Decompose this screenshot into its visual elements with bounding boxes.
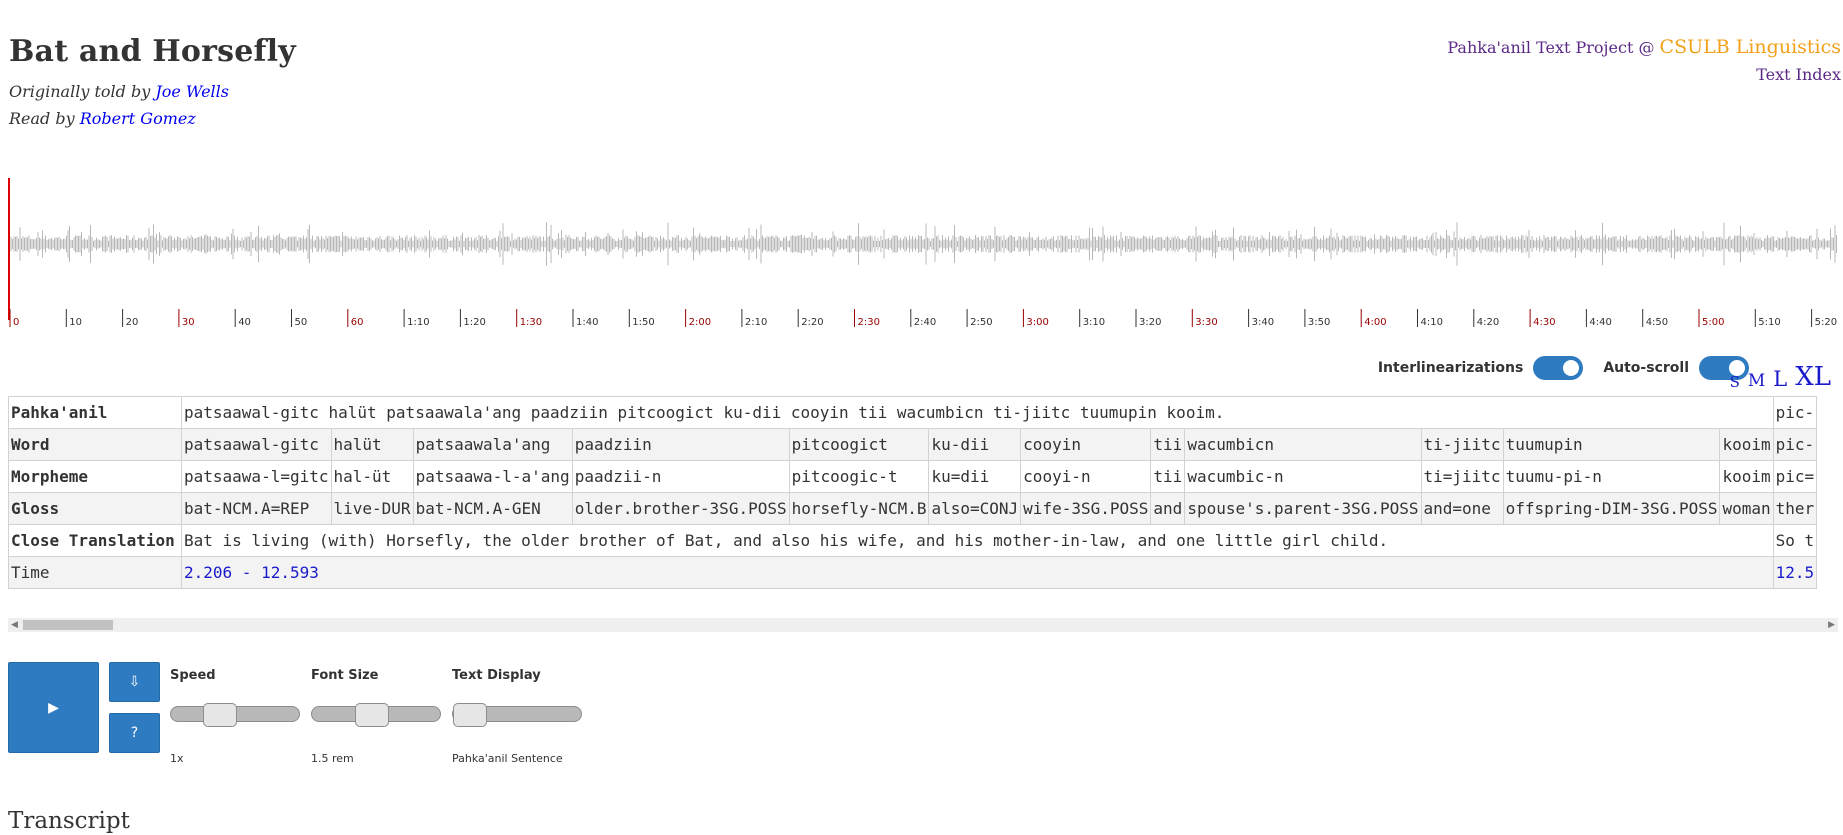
gloss-cell: and — [1151, 493, 1185, 525]
time-cell[interactable]: 2.206 - 12.593 — [182, 557, 1774, 589]
timeline-tick-label: 2:30 — [857, 317, 880, 328]
size-s-button[interactable]: S — [1729, 373, 1740, 391]
row-label: Time — [9, 557, 182, 589]
word-cell: cooyin — [1021, 429, 1151, 461]
timeline-tick-label: 3:00 — [1026, 317, 1049, 328]
translation-cell: Bat is living (with) Horsefly, the older brother of Bat, and also his wife, and his mother-in-law, and one little girl child. — [182, 525, 1774, 557]
header-links — [1447, 36, 1841, 84]
gloss-cell: and=one — [1421, 493, 1503, 525]
next-sentence-cell: pic- — [1773, 397, 1817, 429]
download-button[interactable] — [109, 662, 160, 702]
next-time-cell[interactable]: 12.5 — [1773, 557, 1817, 589]
timeline-tick-label: 20 — [125, 317, 139, 328]
speed-value: 1x — [170, 752, 184, 765]
text-index-link[interactable]: Text Index — [1756, 65, 1841, 84]
timeline-tick-label: 1:50 — [632, 317, 655, 328]
transcript-heading: Transcript — [8, 808, 130, 834]
gloss-cell: offspring-DIM-3SG.POSS — [1503, 493, 1720, 525]
text-display-slider[interactable] — [452, 706, 582, 722]
speed-label: Speed — [170, 668, 216, 683]
font-size-label: Font Size — [311, 668, 379, 683]
interlinear-scroller[interactable] — [8, 396, 1838, 592]
text-size-picker — [1730, 360, 1831, 390]
font-size-control — [311, 668, 443, 765]
timeline-tick-label: 5:10 — [1758, 317, 1781, 328]
text-display-control — [452, 668, 584, 765]
next-word-cell: pic- — [1773, 429, 1817, 461]
org-link-text: CSULB Linguistics — [1659, 36, 1841, 58]
morpheme-row — [9, 461, 1817, 493]
size-m-button[interactable]: M — [1747, 371, 1766, 391]
gloss-cell: also=CONJ — [929, 493, 1021, 525]
gloss-cell: woman — [1720, 493, 1773, 525]
scrollbar-thumb[interactable] — [23, 620, 113, 630]
teller-line — [9, 82, 229, 101]
timeline-tick-label: 2:40 — [913, 317, 937, 328]
timeline-tick-label: 4:50 — [1645, 317, 1669, 328]
timeline-tick-label: 3:30 — [1195, 317, 1218, 328]
word-cell: patsaawal-gitc — [182, 429, 332, 461]
row-label: Morpheme — [9, 461, 182, 493]
size-xl-button[interactable]: XL — [1795, 362, 1831, 392]
speed-slider[interactable] — [170, 706, 300, 722]
sentence-cell: patsaawal-gitc halüt patsaawala'ang paadziin pitcoogict ku-dii cooyin tii wacumbicn ti-jiitc tuumupin kooim. — [182, 397, 1774, 429]
gloss-cell: spouse's.parent-3SG.POSS — [1185, 493, 1421, 525]
morpheme-cell: ti=jiitc — [1421, 461, 1503, 493]
word-cell: halüt — [331, 429, 413, 461]
interlinear-table — [8, 396, 1817, 589]
horizontal-scrollbar[interactable] — [8, 618, 1838, 632]
timeline-tick-label: 10 — [69, 317, 83, 328]
interlinearizations-label: Interlinearizations — [1377, 360, 1524, 376]
timeline-tick-label: 1:20 — [463, 317, 486, 328]
timeline-tick-label: 2:50 — [970, 317, 993, 328]
timeline-tick-label: 4:30 — [1533, 317, 1556, 328]
morpheme-cell: tuumu-pi-n — [1503, 461, 1720, 493]
morpheme-cell: hal-üt — [331, 461, 413, 493]
morpheme-cell: pitcoogic-t — [789, 461, 929, 493]
timeline-tick-label: 1:40 — [576, 317, 599, 328]
word-row — [9, 429, 1817, 461]
timeline-tick-label: 4:00 — [1364, 317, 1387, 328]
morpheme-cell: ku=dii — [929, 461, 1021, 493]
text-display-slider-thumb[interactable] — [453, 703, 487, 727]
font-size-value: 1.5 rem — [311, 752, 354, 765]
help-icon: ? — [130, 725, 139, 741]
view-toggles — [1378, 355, 1749, 381]
word-cell: patsaawala'ang — [413, 429, 572, 461]
morpheme-cell: tii — [1151, 461, 1185, 493]
word-cell: pitcoogict — [789, 429, 929, 461]
gloss-cell: older.brother-3SG.POSS — [572, 493, 789, 525]
word-cell: kooim — [1720, 429, 1773, 461]
font-size-slider[interactable] — [311, 706, 441, 722]
word-cell: wacumbicn — [1185, 429, 1421, 461]
timeline-tick-label: 2:10 — [744, 317, 768, 328]
next-morpheme-cell: pic= — [1773, 461, 1817, 493]
morpheme-cell: patsaawa-l-a'ang — [413, 461, 572, 493]
project-link-text: Pahka'anil Text Project @ — [1447, 38, 1660, 57]
reader-prefix: Read by — [9, 109, 80, 128]
row-label: Word — [9, 429, 182, 461]
text-display-label: Text Display — [452, 668, 541, 683]
timeline-tick-label: 30 — [181, 317, 195, 328]
speed-slider-thumb[interactable] — [203, 703, 237, 727]
size-l-button[interactable]: L — [1773, 367, 1788, 391]
word-cell: ti-jiitc — [1421, 429, 1503, 461]
gloss-row — [9, 493, 1817, 525]
morpheme-cell: paadzii-n — [572, 461, 789, 493]
reader-link[interactable]: Robert Gomez — [79, 109, 196, 128]
morpheme-cell: kooim — [1720, 461, 1773, 493]
timeline-tick-label: 2:00 — [688, 317, 712, 328]
timeline-tick-label: 5:20 — [1814, 317, 1838, 328]
timeline-tick-label: 40 — [238, 317, 251, 328]
time-row — [9, 557, 1817, 589]
waveform-path — [8, 222, 1837, 266]
play-icon: ▶ — [48, 699, 59, 716]
timeline-tick-label: 4:20 — [1476, 317, 1500, 328]
scroll-right-icon[interactable]: ▶ — [1828, 620, 1835, 630]
gloss-cell: live-DUR — [331, 493, 413, 525]
audio-waveform[interactable] — [8, 178, 1838, 330]
timeline-tick-label: 50 — [294, 317, 308, 328]
font-size-slider-thumb[interactable] — [355, 703, 389, 727]
next-translation-cell: So t — [1773, 525, 1817, 557]
timeline-tick-label: 2:20 — [801, 317, 824, 328]
reader-line — [9, 109, 196, 128]
timeline-tick-label: 1:10 — [407, 317, 430, 328]
morpheme-cell: patsaawa-l=gitc — [182, 461, 332, 493]
timeline-tick-label: 3:20 — [1139, 317, 1162, 328]
translation-row — [9, 525, 1817, 557]
speed-control — [170, 668, 302, 765]
project-link[interactable] — [1447, 38, 1841, 57]
timeline-tick-label: 3:10 — [1082, 317, 1106, 328]
morpheme-cell: wacumbic-n — [1185, 461, 1421, 493]
timeline-tick-label: 60 — [350, 317, 364, 328]
teller-link[interactable]: Joe Wells — [155, 82, 229, 101]
timeline-tick-label: 1:30 — [519, 317, 543, 328]
timeline-tick-label: 3:50 — [1307, 317, 1331, 328]
row-label: Close Translation — [9, 525, 182, 557]
toggle-knob — [1563, 360, 1579, 376]
timeline-tick-label: 0 — [13, 317, 20, 328]
text-display-value: Pahka'anil Sentence — [452, 752, 563, 765]
timeline-tick-label: 3:40 — [1251, 317, 1275, 328]
next-gloss-cell: ther — [1773, 493, 1817, 525]
download-icon: ⇩ — [128, 674, 141, 690]
help-button[interactable] — [109, 713, 160, 753]
word-cell: ku-dii — [929, 429, 1021, 461]
autoscroll-label: Auto-scroll — [1603, 360, 1689, 376]
row-label: Pahka'anil — [9, 397, 182, 429]
gloss-cell: wife-3SG.POSS — [1021, 493, 1151, 525]
word-cell: tii — [1151, 429, 1185, 461]
interlinearizations-toggle[interactable] — [1533, 356, 1583, 380]
play-button[interactable] — [8, 662, 99, 753]
timeline-tick-label: 4:10 — [1420, 317, 1443, 328]
word-cell: paadziin — [572, 429, 789, 461]
scroll-left-icon[interactable]: ◀ — [11, 620, 18, 630]
row-label: Gloss — [9, 493, 182, 525]
gloss-cell: bat-NCM.A-GEN — [413, 493, 572, 525]
gloss-cell: bat-NCM.A=REP — [182, 493, 332, 525]
sentence-row — [9, 397, 1817, 429]
teller-prefix: Originally told by — [9, 82, 156, 101]
page-title: Bat and Horsefly — [9, 34, 296, 69]
gloss-cell: horsefly-NCM.B — [789, 493, 929, 525]
morpheme-cell: cooyi-n — [1021, 461, 1151, 493]
timeline-tick-label: 4:40 — [1589, 317, 1612, 328]
word-cell: tuumupin — [1503, 429, 1720, 461]
timeline-tick-label: 5:00 — [1702, 317, 1725, 328]
